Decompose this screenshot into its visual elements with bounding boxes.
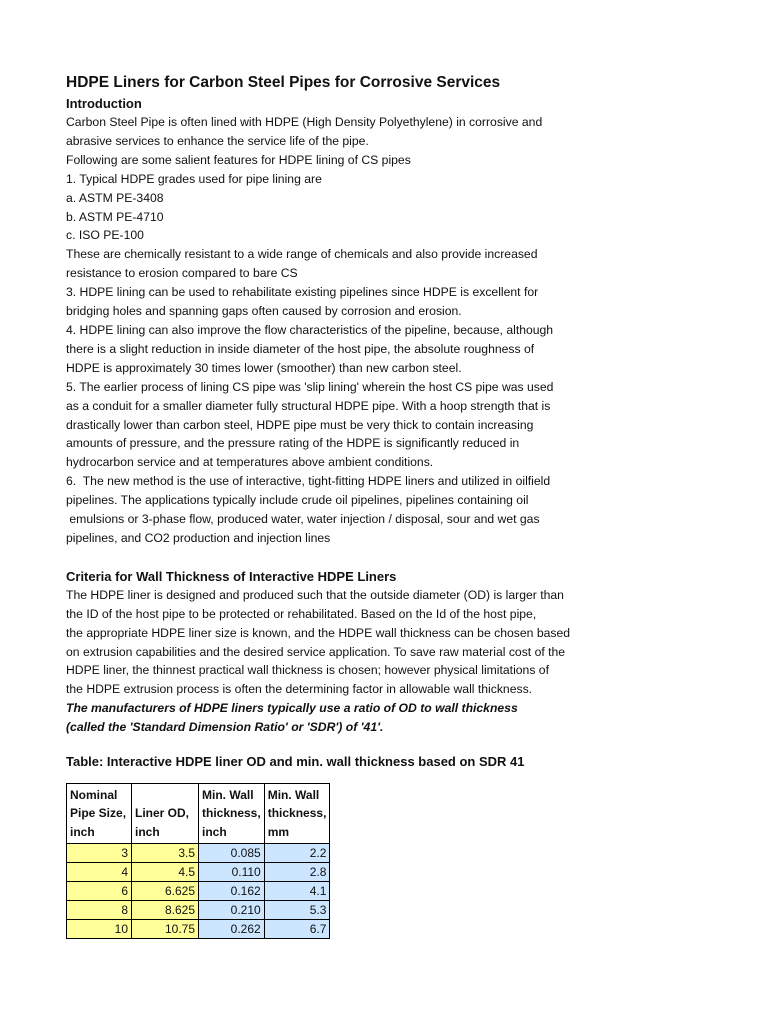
table-row [67, 844, 330, 863]
intro-line: These are chemically resistant to a wide range of chemicals and also provide increased [66, 247, 538, 262]
introduction-heading: Introduction [66, 96, 142, 111]
header-min-wall-mm: Min. Wall thickness, mm [264, 784, 330, 844]
intro-line: Carbon Steel Pipe is often lined with HDPE (High Density Polyethylene) in corrosive and [66, 115, 543, 129]
intro-line: HDPE is approximately 30 times lower (smoother) than new carbon steel. [66, 360, 462, 375]
intro-line: c. ISO PE-100 [66, 228, 144, 243]
table-row [67, 920, 330, 939]
cell-min-wall-inch: 0.262 [199, 920, 265, 939]
header-nominal-pipe-size: Nominal Pipe Size, inch [67, 784, 132, 844]
header-min-wall-inch: Min. Wall thickness, inch [199, 784, 265, 844]
sdr-note-line: The manufacturers of HDPE liners typically use a ratio of OD to wall thickness [66, 701, 518, 716]
intro-line: emulsions or 3-phase flow, produced water, water injection / disposal, sour and wet gas [66, 512, 540, 527]
cell-min-wall-mm: 5.3 [264, 901, 330, 920]
sdr-note-line: (called the 'Standard Dimension Ratio' or 'SDR') of '41'. [66, 720, 384, 735]
criteria-line: The HDPE liner is designed and produced such that the outside diameter (OD) is larger than [66, 587, 564, 602]
intro-line: bridging holes and spanning gaps often caused by corrosion and erosion. [66, 304, 462, 319]
table-title: Table: Interactive HDPE liner OD and min. wall thickness based on SDR 41 [66, 754, 525, 770]
header-liner-od: Liner OD, inch [132, 784, 199, 844]
cell-liner-od: 10.75 [132, 920, 199, 939]
intro-line: 1. Typical HDPE grades used for pipe lining are [66, 171, 322, 186]
cell-min-wall-inch: 0.085 [199, 844, 265, 863]
intro-line: b. ASTM PE-4710 [66, 209, 164, 224]
cell-min-wall-inch: 0.210 [199, 901, 265, 920]
intro-line: 6. The new method is the use of interactive, tight-fitting HDPE liners and utilized in oilfield [66, 474, 551, 489]
criteria-line: the HDPE extrusion process is often the determining factor in allowable wall thickness. [66, 682, 533, 697]
intro-line: 5. The earlier process of lining CS pipe was 'slip lining' wherein the host CS pipe was used [66, 379, 554, 394]
intro-line: hydrocarbon service and at temperatures above ambient conditions. [66, 455, 434, 470]
page-title: HDPE Liners for Carbon Steel Pipes for Corrosive Services [66, 74, 501, 91]
cell-min-wall-mm: 2.8 [264, 863, 330, 882]
criteria-line: HDPE liner, the thinnest practical wall thickness is chosen; however physical limitations of [66, 663, 549, 678]
cell-min-wall-mm: 6.7 [264, 920, 330, 939]
introduction-text [66, 113, 626, 548]
intro-line: resistance to erosion compared to bare CS [66, 266, 298, 281]
intro-line: drastically lower than carbon steel, HDPE pipe must be very thick to contain increasing [66, 417, 534, 432]
criteria-line: the appropriate HDPE liner size is known, and the HDPE wall thickness can be chosen based [66, 625, 571, 640]
intro-line: Following are some salient features for HDPE lining of CS pipes [66, 152, 411, 167]
criteria-line: on extrusion capabilities and the desired service application. To save raw material cost of the [66, 644, 566, 659]
cell-min-wall-mm: 4.1 [264, 882, 330, 901]
intro-line: amounts of pressure, and the pressure rating of the HDPE is significantly reduced in [66, 436, 520, 451]
cell-nominal-size: 3 [67, 844, 132, 863]
intro-line: abrasive services to enhance the service life of the pipe. [66, 133, 369, 148]
cell-nominal-size: 10 [67, 920, 132, 939]
cell-min-wall-inch: 0.110 [199, 863, 265, 882]
intro-line: there is a slight reduction in inside diameter of the host pipe, the absolute roughness of [66, 341, 535, 356]
cell-nominal-size: 4 [67, 863, 132, 882]
cell-nominal-size: 6 [67, 882, 132, 901]
intro-line: 4. HDPE lining can also improve the flow characteristics of the pipeline, because, although [66, 322, 554, 337]
intro-line: as a conduit for a smaller diameter fully structural HDPE pipe. With a hoop strength that is [66, 398, 551, 413]
document-body [66, 72, 626, 939]
cell-liner-od: 3.5 [132, 844, 199, 863]
criteria-text [66, 586, 626, 737]
table-row [67, 901, 330, 920]
criteria-line: the ID of the host pipe to be protected or rehabilitated. Based on the Id of the host pipe, [66, 606, 537, 621]
table-row [67, 882, 330, 901]
table-row [67, 863, 330, 882]
intro-line: 3. HDPE lining can be used to rehabilitate existing pipelines since HDPE is excellent for [66, 285, 539, 300]
cell-liner-od: 4.5 [132, 863, 199, 882]
cell-nominal-size: 8 [67, 901, 132, 920]
cell-liner-od: 8.625 [132, 901, 199, 920]
cell-liner-od: 6.625 [132, 882, 199, 901]
cell-min-wall-mm: 2.2 [264, 844, 330, 863]
table-header-row [67, 784, 330, 844]
intro-line: a. ASTM PE-3408 [66, 190, 164, 205]
criteria-heading: Criteria for Wall Thickness of Interactive HDPE Liners [66, 568, 397, 584]
liner-thickness-table [66, 783, 330, 939]
cell-min-wall-inch: 0.162 [199, 882, 265, 901]
intro-line: pipelines, and CO2 production and injection lines [66, 530, 331, 545]
intro-line: pipelines. The applications typically include crude oil pipelines, pipelines containing oil [66, 493, 529, 508]
